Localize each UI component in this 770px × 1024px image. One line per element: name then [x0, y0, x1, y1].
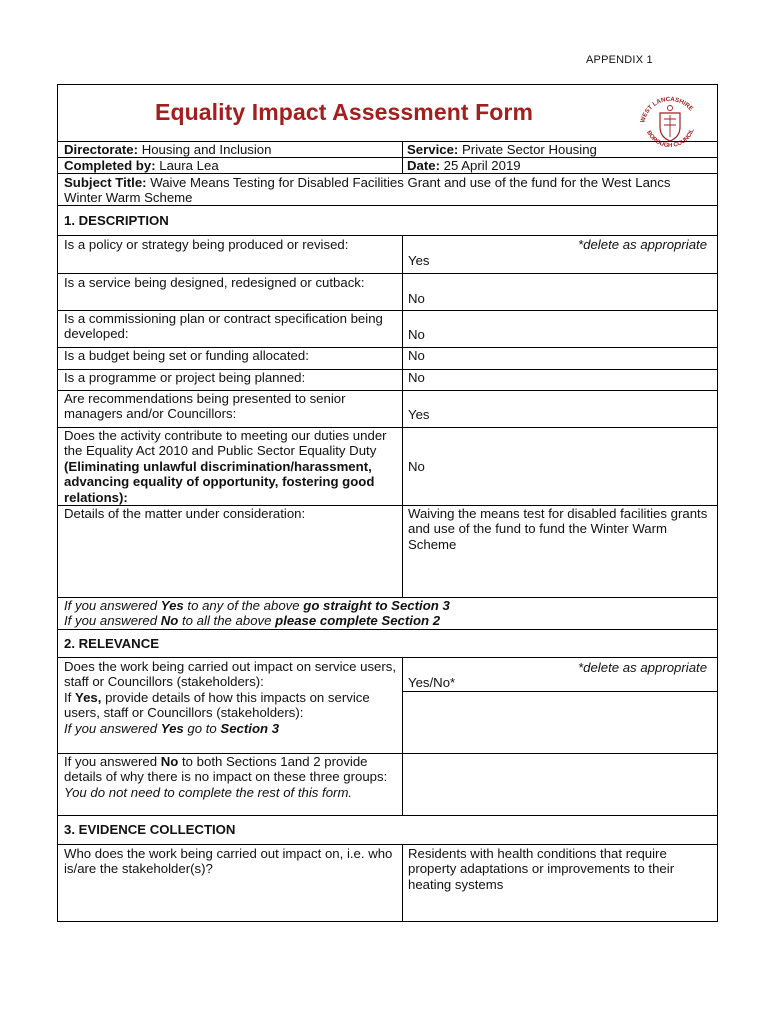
a-impact: Yes/No* [408, 675, 456, 690]
q-details: Details of the matter under consideration: [64, 506, 306, 521]
completed-by-value: Laura Lea [159, 158, 219, 173]
q-stakeholders: Who does the work being carried out impact on, i.e. who is/are the stakeholder(s)? [64, 846, 393, 877]
delete-note-1: *delete as appropriate [578, 237, 708, 252]
delete-note-2: *delete as appropriate [578, 660, 708, 675]
a-stakeholders: Residents with health conditions that require property adaptations or improvements to their heating systems [408, 846, 675, 892]
section1-heading: 1. DESCRIPTION [64, 213, 169, 228]
routing-line-no: If you answered No to all the above please complete Section 2 [64, 613, 441, 628]
a-policy: Yes [408, 253, 430, 268]
subject-title-value: Waive Means Testing for Disabled Facilities Grant and use of the fund for the West Lancs Winter Warm Scheme [64, 175, 671, 206]
a-service: No [408, 291, 425, 306]
directorate-label: Directorate: [64, 142, 139, 157]
q-policy: Is a policy or strategy being produced or revised: [64, 237, 349, 252]
assessment-form [57, 84, 718, 922]
a-recommendations: Yes [408, 407, 430, 422]
date-label: Date: [407, 158, 440, 173]
completed-by-label: Completed by: [64, 158, 156, 173]
a-programme: No [408, 370, 425, 385]
a-equality-duty: No [408, 459, 425, 474]
section2-heading: 2. RELEVANCE [64, 636, 160, 651]
a-details: Waiving the means test for disabled facilities grants and use of the fund to fund the Winter Warm Scheme [408, 506, 708, 552]
q-no-impact: If you answered No to both Sections 1and 2 provide details of why there is no impact on these three groups: You do not need to complete the rest of this form. [64, 754, 388, 800]
service-value: Private Sector Housing [462, 142, 597, 157]
service-label: Service: [407, 142, 459, 157]
council-crest-icon [634, 89, 706, 161]
q-budget: Is a budget being set or funding allocated: [64, 348, 309, 363]
routing-line-yes: If you answered Yes to any of the above go straight to Section 3 [64, 598, 450, 613]
q-recommendations: Are recommendations being presented to senior managers and/or Councillors: [64, 391, 346, 422]
a-commissioning: No [408, 327, 425, 342]
a-budget: No [408, 348, 425, 363]
directorate-value: Housing and Inclusion [141, 142, 272, 157]
form-title: Equality Impact Assessment Form [155, 99, 534, 125]
q-commissioning: Is a commissioning plan or contract specification being developed: [64, 311, 383, 342]
section3-heading: 3. EVIDENCE COLLECTION [64, 822, 236, 837]
appendix-label: APPENDIX 1 [586, 54, 653, 66]
subject-title-label: Subject Title: [64, 175, 147, 190]
q-impact: Does the work being carried out impact on service users, staff or Councillors (stakeholders): If Yes, provide details of how this impacts on service users, staff or Councillors (stakeholders): If you answered Yes go to Section 3 [64, 659, 397, 736]
q-programme: Is a programme or project being planned: [64, 370, 306, 385]
svg-text:BOROUGH COUNCIL: BOROUGH COUNCIL [645, 128, 696, 150]
q-equality-duty: Does the activity contribute to meeting our duties under the Equality Act 2010 and Public Sector Equality Duty (Eliminating unlawful discrimination/harassment, advancing equality of opportunity, fostering good relations): [64, 428, 387, 505]
q-service: Is a service being designed, redesigned or cutback: [64, 275, 365, 290]
date-value: 25 April 2019 [443, 158, 521, 173]
svg-text:WEST LANCASHIRE: WEST LANCASHIRE [639, 95, 695, 124]
